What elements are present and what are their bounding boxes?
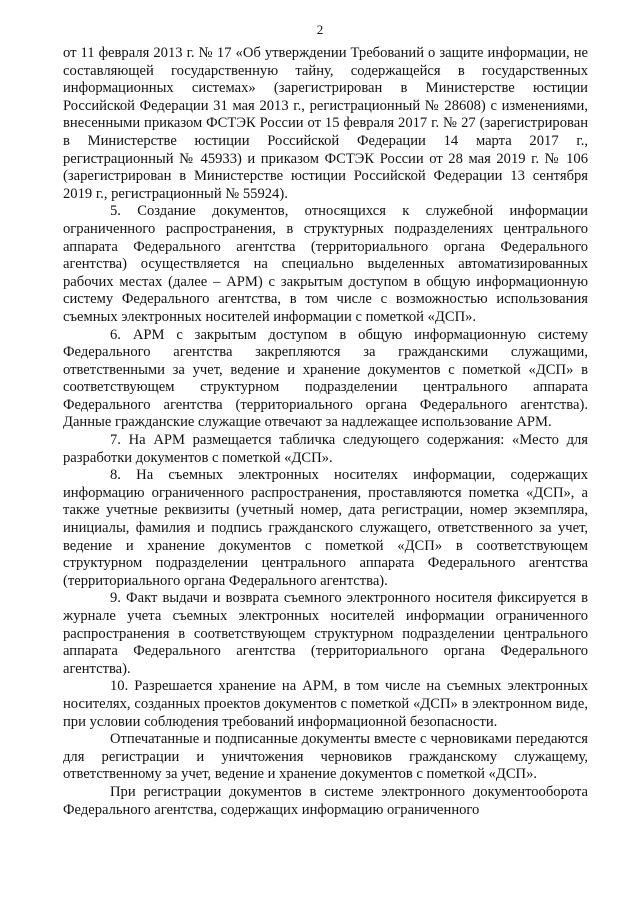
page-number: 2	[316, 22, 324, 37]
paragraph-item-6: 6. АРМ с закрытым доступом в общую информационную систему Федерального агентства закрепляются за гражданскими служащими, ответственными за учет, ведение и хранение документов с пометкой «ДСП» в соответствующем структурном подразделении центрального аппарата Федерального агентства (территориального органа Федерального агентства). Данные гражданские служащие отвечают за надлежащее использование АРМ.	[63, 326, 588, 431]
document-body	[63, 45, 588, 819]
paragraph-continuation: от 11 февраля 2013 г. № 17 «Об утверждении Требований о защите информации, не составляющей государственную тайну, содержащейся в государственных информационных системах» (зарегистрирован в Министерстве юстиции Российской Федерации 31 мая 2013 г., регистрационный № 28608) с изменениями, внесенными приказом ФСТЭК России от 15 февраля 2017 г. № 27 (зарегистрирован в Министерстве юстиции Российской Федерации 14 марта 2017 г., регистрационный № 45933) и приказом ФСТЭК России от 28 мая 2019 г. № 106 (зарегистрирован в Министерстве юстиции Российской Федерации 13 сентября 2019 г., регистрационный № 55924).	[63, 45, 588, 202]
paragraph-item-5: 5. Создание документов, относящихся к служебной информации ограниченного распространения, в структурных подразделениях центрального аппарата Федерального агентства (территориального органа Федерального агентства) осуществляется на специально выделенных автоматизированных рабочих местах (далее – АРМ) с закрытым доступом в общую информационную систему Федерального агентства, в том числе с возможностью использования съемных электронных носителей информации с пометкой «ДСП».	[63, 203, 588, 325]
paragraph-item-7: 7. На АРМ размещается табличка следующего содержания: «Место для разработки документов с пометкой «ДСП».	[63, 432, 588, 466]
paragraph-item-9: 9. Факт выдачи и возврата съемного электронного носителя фиксируется в журнале учета съемных электронных носителей информации ограниченного распространения в соответствующем структурном подразделении центрального аппарата Федерального агентства (территориального органа Федерального агентства).	[63, 590, 588, 677]
paragraph-registration: При регистрации документов в системе электронного документооборота Федерального агентства, содержащих информацию ограниченного	[63, 783, 588, 818]
paragraph-item-10: 10. Разрешается хранение на АРМ, в том числе на съемных электронных носителях, созданных проектов документов с пометкой «ДСП» в электронном виде, при условии соблюдения требований информационной безопасности.	[63, 678, 588, 730]
paragraph-printed-documents: Отпечатанные и подписанные документы вместе с черновиками передаются для регистрации и уничтожения черновиков гражданскому служащему, ответственному за учет, ведение и хранение документов с пометкой «ДСП».	[63, 731, 588, 783]
paragraph-item-8: 8. На съемных электронных носителях информации, содержащих информацию ограниченного распространения, проставляются пометка «ДСП», а также учетные реквизиты (учетный номер, дата регистрации, номер экземпляра, инициалы, фамилия и подпись гражданского служащего, ответственного за учет, ведение и хранение документов с пометкой «ДСП» в соответствующем структурном подразделении центрального аппарата Федерального агентства (территориального органа Федерального агентства).	[63, 467, 588, 589]
